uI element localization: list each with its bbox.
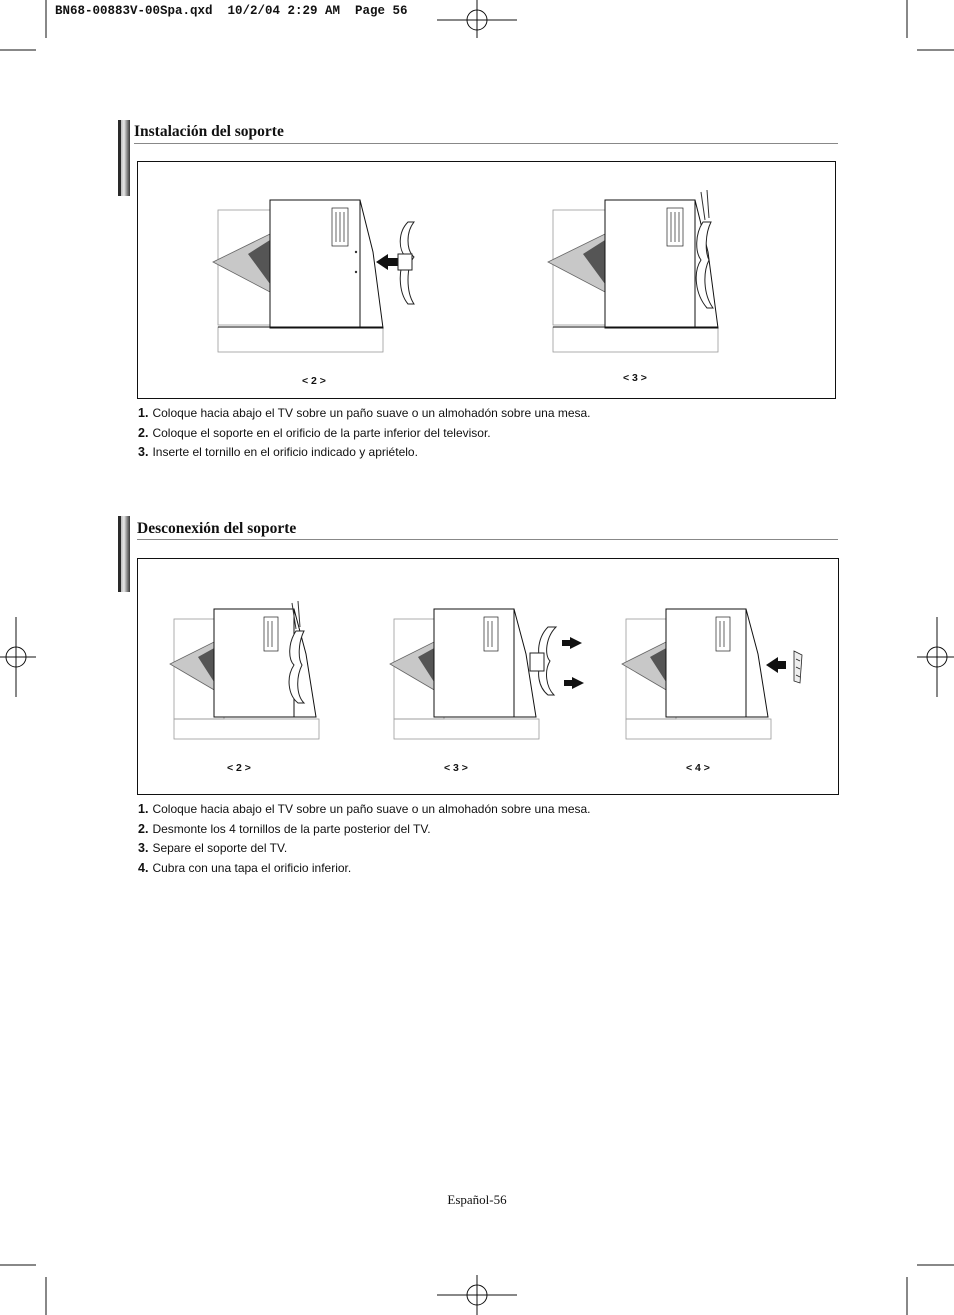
figure-label: < 4 >	[686, 762, 710, 774]
arrow-icon	[562, 637, 582, 649]
figure-label: < 2 >	[227, 762, 251, 774]
install-figure-box	[137, 161, 836, 399]
stand-shape	[696, 222, 713, 308]
arrow-icon	[564, 677, 584, 689]
remove-steps-list	[138, 800, 591, 878]
tv-stand-illustration	[386, 599, 596, 749]
list-item: 4. Cubra con una tapa el orificio inferior.	[138, 860, 352, 875]
arrow-icon	[766, 657, 786, 673]
title-rule	[134, 143, 838, 144]
cushion-shape	[213, 234, 270, 292]
list-item: 2. Desmonte los 4 tornillos de la parte posterior del TV.	[138, 821, 431, 836]
stand-shape	[398, 222, 414, 304]
section-title-install: Instalación del soporte	[134, 123, 284, 140]
list-item: 2. Coloque el soporte en el orificio de la parte inferior del televisor.	[138, 425, 491, 440]
file-info-line: BN68-00883V-00Spa.qxd 10/2/04 2:29 AM Page 56	[55, 4, 408, 18]
section-bar-remove	[118, 516, 130, 592]
figure-label: < 3 >	[623, 372, 647, 384]
hole-cover-shape	[794, 651, 802, 683]
page-number: Español-56	[447, 1192, 507, 1207]
list-item: 1. Coloque hacia abajo el TV sobre un paño suave o un almohadón sobre una mesa.	[138, 802, 591, 816]
list-item: 3. Separe el soporte del TV.	[138, 841, 288, 855]
cushion-shape	[622, 641, 668, 691]
figure-label: < 2 >	[302, 375, 326, 387]
arrow-icon	[376, 254, 400, 270]
registration-mark-icon	[917, 617, 954, 697]
cushion-shape	[390, 641, 436, 691]
tv-stand-illustration	[618, 599, 818, 749]
section-title-remove: Desconexión del soporte	[137, 520, 297, 537]
list-item: 1. Coloque hacia abajo el TV sobre un paño suave o un almohadón sobre una mesa.	[138, 406, 591, 420]
registration-mark-icon	[437, 1275, 517, 1315]
cushion-shape	[170, 641, 216, 691]
list-item: 3. Inserte el tornillo en el orificio indicado y apriételo.	[138, 445, 418, 459]
tv-stand-illustration	[166, 599, 356, 749]
install-steps-list	[138, 404, 591, 463]
stand-shape	[530, 627, 556, 695]
section-bar-install	[118, 120, 130, 196]
remove-figure-box	[137, 558, 839, 795]
tv-stand-illustration	[208, 192, 428, 357]
registration-mark-icon	[0, 617, 36, 697]
cushion-shape	[548, 234, 605, 292]
tv-stand-illustration	[543, 190, 763, 355]
figure-label: < 3 >	[444, 762, 468, 774]
title-rule	[137, 539, 838, 540]
registration-mark-icon	[437, 0, 517, 38]
